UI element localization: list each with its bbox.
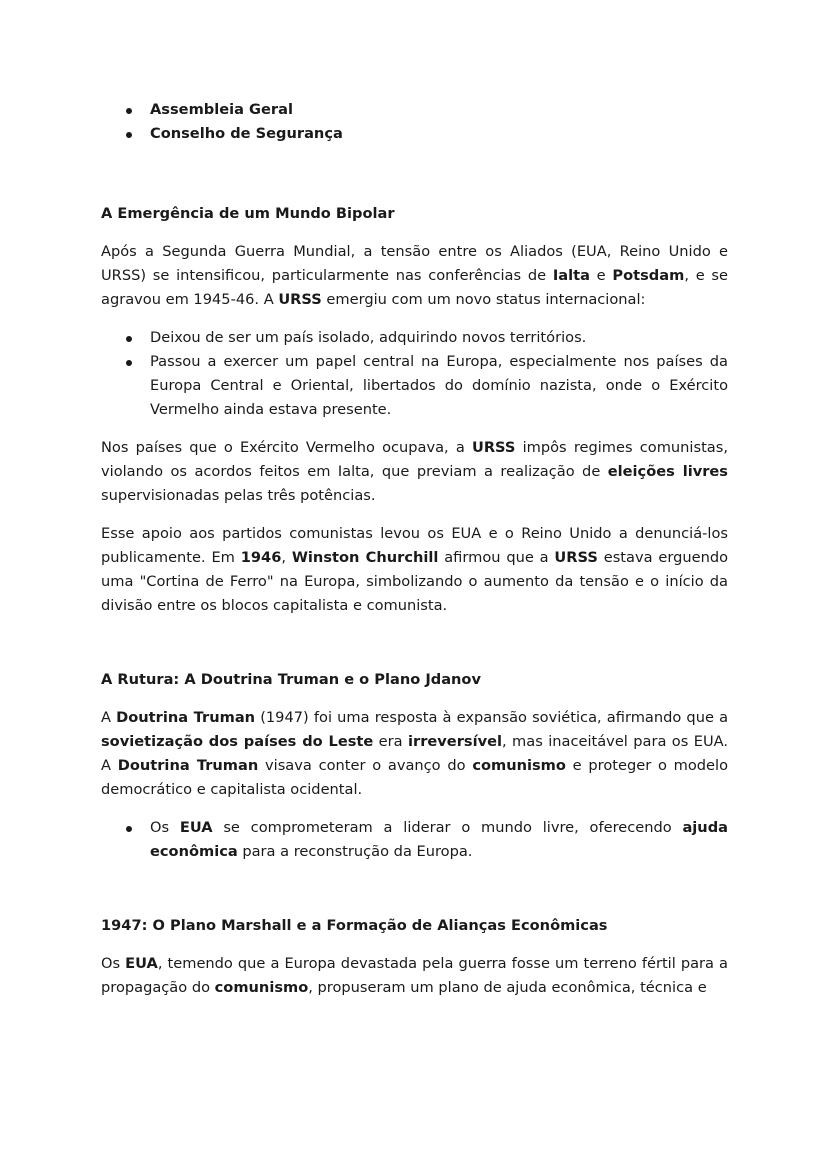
- paragraph: A Doutrina Truman (1947) foi uma resposta à expansão soviética, afirmando que a sovietização dos países do Leste era irreversível, mas inaceitável para os EUA. A Doutrina Truman visava conter o avanço do comunismo e proteger o modelo democrático e capitalista ocidental.: [101, 709, 729, 798]
- section-heading-marshall: 1947: O Plano Marshall e a Formação de Alianças Econômicas: [101, 917, 608, 934]
- paragraph: Os EUA, temendo que a Europa devastada pela guerra fosse um terreno fértil para a propagação do comunismo, propuseram um plano de ajuda econômica, técnica e: [101, 955, 728, 996]
- list-item: Os EUA se comprometeram a liderar o mundo livre, oferecendo ajuda econômica para a reconstrução da Europa.: [101, 816, 728, 864]
- list-item: Assembleia Geral: [101, 98, 728, 122]
- bullet-list: [101, 326, 728, 422]
- paragraph: Esse apoio aos partidos comunistas levou os EUA e o Reino Unido a denunciá-los publicamente. Em 1946, Winston Churchill afirmou que a URSS estava erguendo uma "Cortina de Ferro" na Europa, simbolizando o aumento da tensão e o início da divisão entre os blocos capitalista e comunista.: [101, 525, 729, 614]
- section-heading-rutura: A Rutura: A Doutrina Truman e o Plano Jdanov: [101, 671, 481, 688]
- section-heading-bipolar: A Emergência de um Mundo Bipolar: [101, 205, 395, 222]
- list-item: Deixou de ser um país isolado, adquirindo novos territórios.: [101, 326, 728, 350]
- list-item: Passou a exercer um papel central na Europa, especialmente nos países da Europa Central e Oriental, libertados do domínio nazista, onde o Exército Vermelho ainda estava presente.: [101, 350, 728, 422]
- paragraph: Após a Segunda Guerra Mundial, a tensão entre os Aliados (EUA, Reino Unido e URSS) se intensificou, particularmente nas conferências de Ialta e Potsdam, e se agravou em 1945-46. A URSS emergiu com um novo status internacional:: [101, 243, 729, 308]
- list-item: Conselho de Segurança: [101, 122, 728, 146]
- top-bullet-list: [101, 98, 728, 146]
- bullet-list: [101, 816, 728, 864]
- paragraph: Nos países que o Exército Vermelho ocupava, a URSS impôs regimes comunistas, violando os acordos feitos em Ialta, que previam a realização de eleições livres supervisionadas pelas três potências.: [101, 439, 728, 504]
- document-page: [101, 98, 728, 1000]
